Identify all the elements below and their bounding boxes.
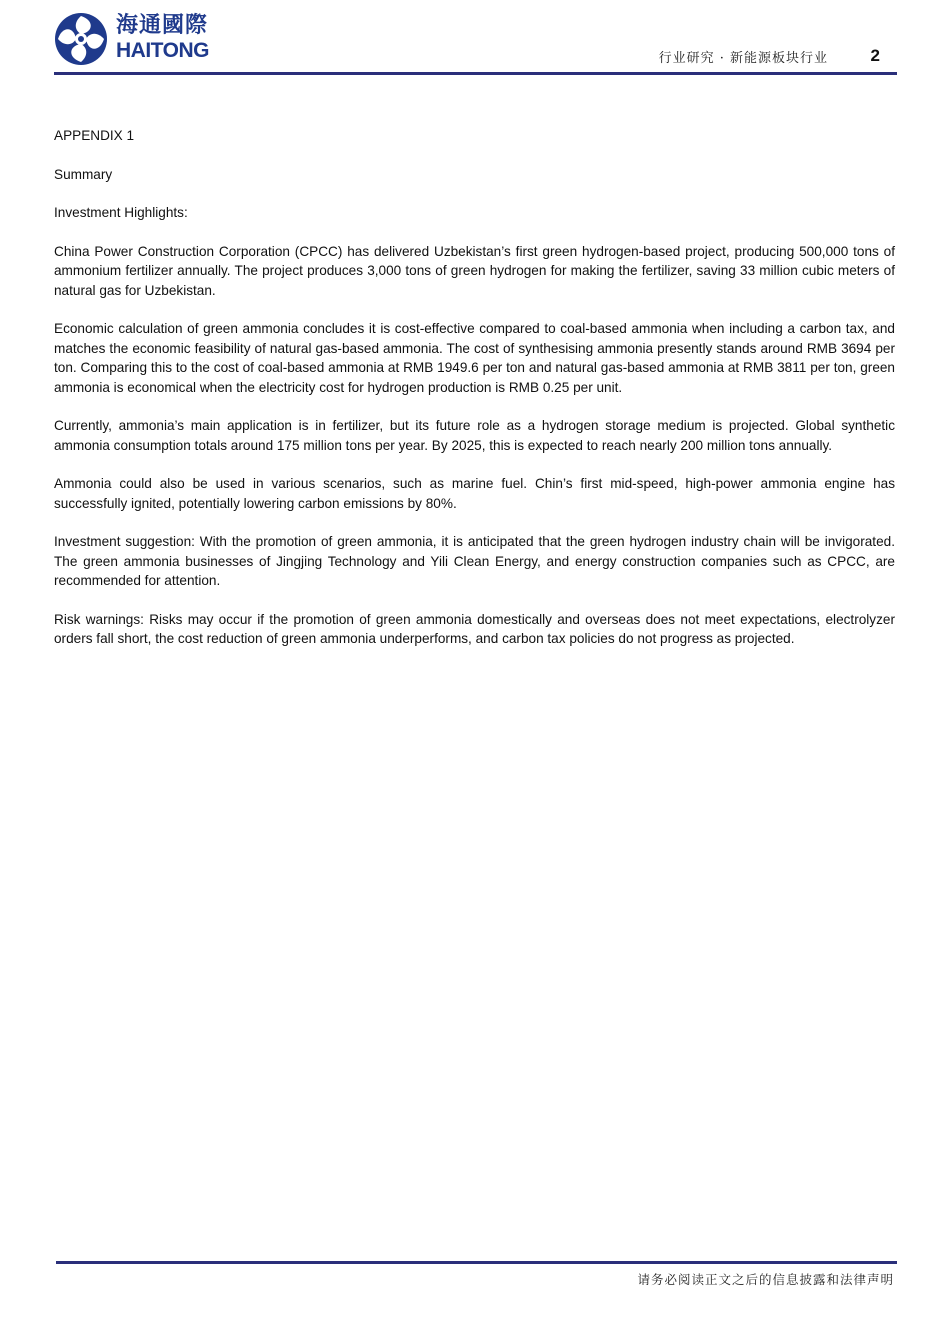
document-body bbox=[54, 126, 895, 668]
highlights-heading: Investment Highlights: bbox=[54, 205, 188, 220]
paragraph-investment-suggestion: Investment suggestion: With the promotion of green ammonia, it is anticipated that the green hydrogen industry chain will be invigorated. The green ammonia businesses of Jingjing Technology and Yili Clean Energy, and energy construction companies such as CPCC, are recommended for attention. bbox=[54, 534, 895, 588]
logo-chinese-name: 海通國際 bbox=[116, 13, 209, 38]
paragraph-economic-calculation: Economic calculation of green ammonia concludes it is cost-effective compared to coal-based ammonia when including a carbon tax, and matches the economic feasibility of natural gas-based ammonia. The cost of synthesising ammonia presently stands around RMB 3694 per ton. Comparing this to the cost of coal-based ammonia at RMB 1949.6 per ton and natural gas-based ammonia at RMB 3811 per ton, green ammonia is economical when the electricity cost for hydrogen production is RMB 0.25 per unit. bbox=[54, 321, 895, 395]
footer-divider bbox=[56, 1261, 897, 1264]
page-number: 2 bbox=[870, 46, 880, 65]
report-category: 行业研究 · 新能源板块行业 bbox=[658, 51, 828, 66]
logo-english-name: HAITONG bbox=[116, 39, 209, 62]
paragraph-marine-fuel: Ammonia could also be used in various scenarios, such as marine fuel. Chin’s first mid-speed, high-power ammonia engine has successfully ignited, potentially lowering carbon emissions by 80%. bbox=[54, 476, 895, 511]
header-divider bbox=[54, 72, 897, 75]
paragraph-ammonia-application: Currently, ammonia’s main application is in fertilizer, but its future role as a hydrogen storage medium is projected. Global synthetic ammonia consumption totals around 175 million tons per year. By 2025, this is expected to reach nearly 200 million tons annually. bbox=[54, 418, 895, 453]
paragraph-risk-warnings: Risk warnings: Risks may occur if the promotion of green ammonia domestically and overseas does not meet expectations, electrolyzer orders fall short, the cost reduction of green ammonia underperforms, and carbon tax policies do not progress as projected. bbox=[54, 611, 895, 646]
appendix-label: APPENDIX 1 bbox=[54, 128, 135, 143]
paragraph-cpcc-project: China Power Construction Corporation (CPCC) has delivered Uzbekistan’s first green hydrogen-based project, producing 500,000 tons of ammonium fertilizer annually. The project produces 3,000 tons of green hydrogen for making the fertilizer, saving 33 million cubic meters of natural gas for Uzbekistan. bbox=[54, 243, 895, 298]
summary-heading: Summary bbox=[54, 166, 113, 182]
footer-disclaimer: 请务必阅读正文之后的信息披露和法律声明 bbox=[637, 1272, 894, 1287]
page-header bbox=[0, 0, 950, 80]
haitong-logo-icon bbox=[54, 12, 108, 66]
